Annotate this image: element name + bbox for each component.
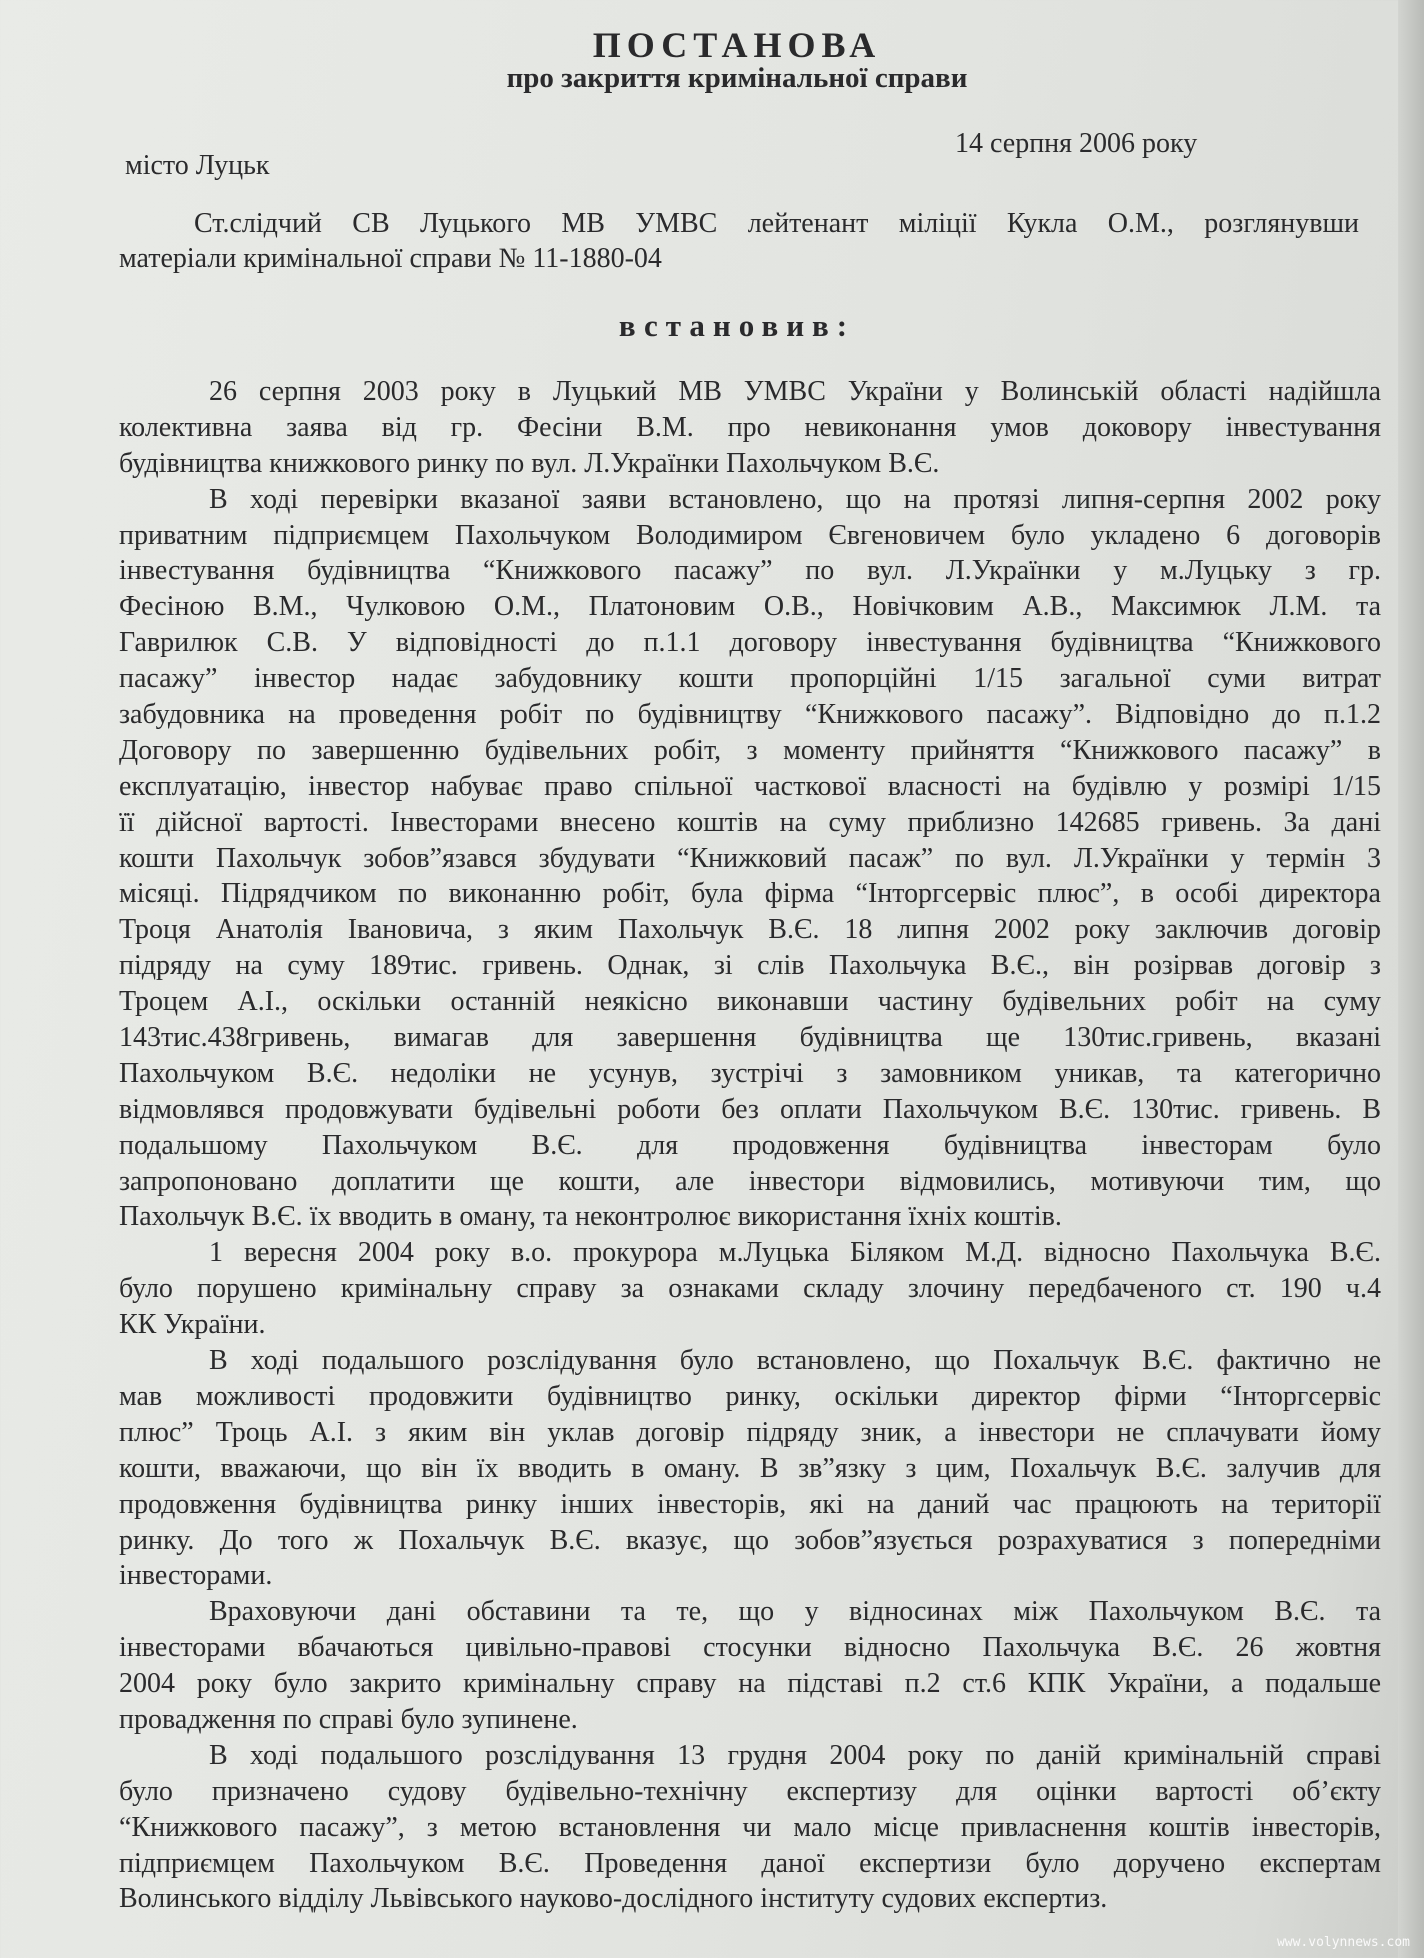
text-line: будівництва книжкового ринку по вул. Л.Українки Пахольчуком В.Є. <box>119 447 940 479</box>
paragraph <box>119 1343 1381 1594</box>
paragraph <box>119 482 1381 1236</box>
document-date: 14 серпня 2006 року <box>955 128 1198 159</box>
text-line: кошти, вважаючи, що він їх вводить в оману. В зв”язку з цим, Похальчук В.Є. залучив для <box>119 1452 1381 1484</box>
text-line: “Книжкового пасажу”, з метою встановлення чи мало місце привласнення коштів інвесторів, <box>119 1811 1381 1843</box>
paragraph <box>119 1738 1381 1917</box>
text-line: Договору по завершенню будівельних робіт, з моменту прийняття “Книжкового пасажу” в <box>119 734 1381 766</box>
document-title: ПОСТАНОВА <box>592 25 882 65</box>
text-line: підприємцем Пахольчуком В.Є. Проведення даної експертизи було доручено експертам <box>119 1847 1381 1879</box>
watermark: www.volynnews.com <box>1276 1935 1410 1950</box>
page-edge-shadow <box>1398 0 1424 1958</box>
text-line: 1 вересня 2004 року в.о. прокурора м.Луцька Біляком М.Д. відносно Пахольчука В.Є. <box>209 1237 1381 1269</box>
text-line: підряду на суму 189тис. гривень. Однак, зі слів Пахольчука В.Є., він розірвав договір з <box>119 950 1381 982</box>
paragraph <box>119 1594 1381 1738</box>
text-line: Волинського відділу Львівського науково-дослідного інституту судових експертиз. <box>119 1883 1108 1915</box>
text-line: інвесторами вбачаються цивільно-правові стосунки відносно Пахольчука В.Є. 26 жовтня <box>119 1632 1381 1664</box>
text-line: Враховуючи дані обставини та те, що у відносинах між Пахольчуком В.Є. та <box>209 1596 1381 1628</box>
text-line: кошти Пахольчук зобов”язався збудувати “Книжковий пасаж” по вул. Л.Українки у термін 3 <box>119 842 1381 874</box>
text-line: приватним підприємцем Пахольчуком Володимиром Євгеновичем було укладено 6 договорів <box>119 519 1381 551</box>
intro-paragraph <box>119 206 1359 276</box>
text-line: продовження будівництва ринку інших інвесторів, які на даний час працюють на території <box>119 1488 1381 1520</box>
document-subtitle: про закриття кримінальної справи <box>506 62 968 94</box>
intro-line: матеріали кримінальної справи № 11-1880-04 <box>119 243 662 274</box>
text-line: колективна заява від гр. Фесіни В.М. про невиконання умов доковору інвестування <box>119 411 1381 443</box>
text-line: експлуатацію, інвестор набуває право спільної часткової власності на будівлю у розмірі 1/15 <box>119 770 1381 802</box>
text-line: 26 серпня 2003 року в Луцький МВ УМВС України у Волинській області надійшла <box>209 376 1381 407</box>
text-line: було призначено судову будівельно-технічну експертизу для оцінки вартості об’єкту <box>119 1775 1381 1807</box>
paragraph <box>119 1235 1381 1343</box>
text-line: інвестування будівництва “Книжкового пасажу” по вул. Л.Українки у м.Луцьку з гр. <box>119 555 1381 587</box>
text-line: В ході подальшого розслідування було встановлено, що Похальчук В.Є. фактично не <box>209 1345 1381 1377</box>
text-line: запропоновано доплатити ще кошти, але інвестори відмовились, мотивуючи тим, що <box>119 1165 1381 1197</box>
text-line: пасажу” інвестор надає забудовнику кошти пропорційні 1/15 загальної суми витрат <box>119 663 1381 695</box>
text-line: подальшому Пахольчуком В.Є. для продовження будівництва інвесторам було <box>119 1129 1381 1161</box>
paragraph <box>119 374 1381 482</box>
text-line: Пахольчук В.Є. їх вводить в оману, та неконтролює використання їхніх коштів. <box>119 1201 1062 1233</box>
text-line: 2004 року було закрито кримінальну справу на підставі п.2 ст.6 КПК України, а подальше <box>119 1668 1381 1700</box>
text-line: її дійсної вартості. Інвесторами внесено коштів на суму приблизно 142685 гривень. За дані <box>119 806 1381 838</box>
document-city: місто Луцьк <box>125 150 270 181</box>
section-heading: встановив: <box>618 308 856 343</box>
intro-line: Ст.слідчий СВ Луцького МВ УМВС лейтенант міліції Кукла О.М., розглянувши <box>194 208 1359 239</box>
text-line: провадження по справі було зупинене. <box>119 1703 578 1735</box>
text-line: ринку. До того ж Похальчук В.Є. вказує, що зобов”язується розрахуватися з попередніми <box>119 1524 1381 1556</box>
text-line: Гаврилюк С.В. У відповідності до п.1.1 договору інвестування будівництва “Книжкового <box>119 627 1381 659</box>
text-line: Пахольчуком В.Є. недоліки не усунув, зустрічі з замовником уникав, та категорично <box>119 1057 1381 1089</box>
text-line: КК України. <box>119 1309 266 1341</box>
text-line: В ході подальшого розслідування 13 грудня 2004 року по даній кримінальній справі <box>209 1739 1381 1771</box>
text-line: 143тис.438гривень, вимагав для завершення будівництва ще 130тис.гривень, вказані <box>119 1022 1381 1054</box>
document-body <box>119 374 1381 1917</box>
text-line: Фесіною В.М., Чулковою О.М., Платоновим О.В., Новічковим А.В., Максимюк Л.М. та <box>119 591 1381 623</box>
text-line: інвесторами. <box>119 1560 273 1592</box>
text-line: Троцем А.І., оскільки останній неякісно виконавши частину будівельних робіт на суму <box>119 986 1381 1018</box>
text-line: плюс” Троць А.І. з яким він уклав договір підряду зник, а інвестори не сплачувати йому <box>119 1416 1381 1448</box>
text-line: Троця Анатолія Івановича, з яким Пахольчук В.Є. 18 липня 2002 року заключив договір <box>119 914 1381 946</box>
text-line: забудовника на проведення робіт по будівництву “Книжкового пасажу”. Відповідно до п.1.2 <box>119 699 1381 731</box>
text-line: відмовлявся продовжувати будівельні роботи без оплати Пахольчуком В.Є. 130тис. гривень. В <box>119 1093 1381 1125</box>
text-line: було порушено кримінальну справу за ознаками складу злочину передбаченого ст. 190 ч.4 <box>119 1273 1381 1305</box>
text-line: місяці. Підрядчиком по виконанню робіт, була фірма “Інторгсервіс плюс”, в особі директора <box>119 878 1381 910</box>
text-line: В ході перевірки вказаної заяви встановлено, що на протязі липня-серпня 2002 року <box>209 483 1381 515</box>
text-line: мав можливості продовжити будівництво ринку, оскільки директор фірми “Інторгсервіс <box>119 1380 1381 1412</box>
